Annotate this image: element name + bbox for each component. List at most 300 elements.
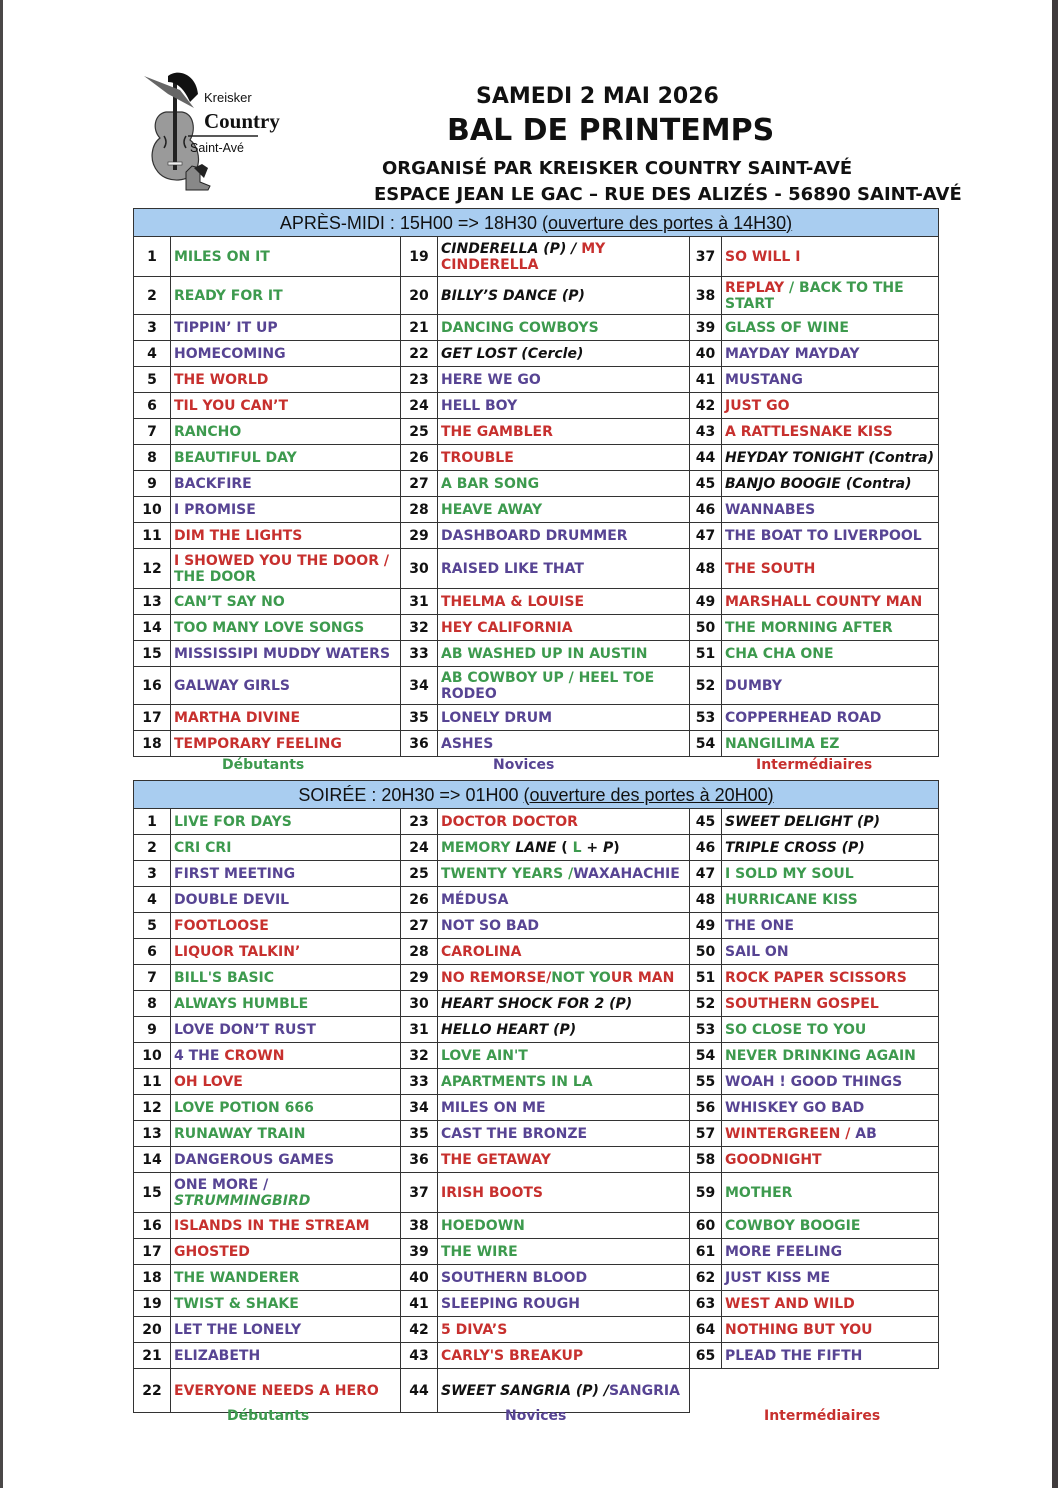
- dance-title: [171, 939, 401, 965]
- dance-title-part: NOT YO: [551, 969, 611, 986]
- dance-title-part: THE BOAT TO LIVERPOOL: [725, 527, 922, 544]
- dance-title: [722, 1095, 939, 1121]
- table-row: [134, 1343, 939, 1369]
- dance-title-part: NOT SO BAD: [441, 917, 540, 934]
- dance-number: 39: [401, 1239, 438, 1265]
- dance-title: [438, 445, 690, 471]
- dance-title: [438, 367, 690, 393]
- dance-title: [722, 1017, 939, 1043]
- dance-number: 34: [401, 667, 438, 705]
- dance-title-part: READY FOR IT: [174, 287, 283, 304]
- dance-title: [438, 913, 690, 939]
- dance-number: 54: [690, 731, 722, 757]
- dance-number: 19: [401, 237, 438, 277]
- dance-title-part: I PROMISE: [174, 501, 256, 518]
- dance-number: 42: [690, 393, 722, 419]
- dance-number: 51: [690, 641, 722, 667]
- dance-number: 5: [134, 913, 171, 939]
- dance-number: 32: [401, 1043, 438, 1069]
- dance-number: 34: [401, 1095, 438, 1121]
- dance-number: 28: [401, 497, 438, 523]
- dance-number: 55: [690, 1069, 722, 1095]
- dance-title-part: MARSHALL COUNTY MAN: [725, 593, 923, 610]
- dance-title-part: SO WILL I: [725, 248, 801, 265]
- table-row: [134, 315, 939, 341]
- svg-text:Saint-Avé: Saint-Avé: [190, 141, 244, 155]
- dance-number: 50: [690, 615, 722, 641]
- dance-number: 13: [134, 1121, 171, 1147]
- event-address: ESPACE JEAN LE GAC – RUE DES ALIZÉS - 56890 SAINT-AVÉ: [374, 184, 962, 205]
- table-row: [134, 445, 939, 471]
- dance-title: [722, 835, 939, 861]
- dance-title-part: THE DOOR: [174, 568, 256, 585]
- dance-title: [722, 1265, 939, 1291]
- dance-number: 49: [690, 589, 722, 615]
- dance-title-part: TEMPORARY FEELING: [174, 735, 342, 752]
- dance-title-part: NANGILIMA EZ: [725, 735, 840, 752]
- dance-title-part: MEMORY: [441, 839, 516, 856]
- table-row: [134, 1213, 939, 1239]
- table-row: [134, 861, 939, 887]
- dance-title: [438, 589, 690, 615]
- dance-number: 3: [134, 861, 171, 887]
- dance-number: 22: [401, 341, 438, 367]
- dance-title: [171, 367, 401, 393]
- dance-number: 21: [401, 315, 438, 341]
- dance-title-part: ONE MORE /: [174, 1176, 269, 1193]
- dance-title: [722, 705, 939, 731]
- dance-number: 30: [401, 549, 438, 589]
- dance-number: 23: [401, 809, 438, 835]
- dance-number: 9: [134, 471, 171, 497]
- dance-number: 28: [401, 939, 438, 965]
- dance-title: [171, 1317, 401, 1343]
- boots-icon: [186, 164, 210, 190]
- dance-number: 7: [134, 419, 171, 445]
- dance-title: [438, 1213, 690, 1239]
- dance-title-part: SANGRIA: [608, 1382, 680, 1399]
- dance-title: [171, 913, 401, 939]
- dance-title-part: DANGEROUS GAMES: [174, 1151, 335, 1168]
- dance-title-part: AB: [855, 1125, 877, 1142]
- dance-title: [722, 1069, 939, 1095]
- dance-title-part: TROUBLE: [441, 449, 514, 466]
- table-row: [134, 991, 939, 1017]
- dance-title: [722, 1239, 939, 1265]
- dance-title: [722, 471, 939, 497]
- dance-number: 37: [690, 237, 722, 277]
- dance-title: [171, 549, 401, 589]
- dance-title: [171, 315, 401, 341]
- dance-title-part: CINDERELLA (P) /: [441, 240, 582, 257]
- table-row: [134, 393, 939, 419]
- dance-number: 48: [690, 887, 722, 913]
- dance-title: [438, 705, 690, 731]
- evening-program-table: [133, 780, 939, 1413]
- dance-title-part: WHISKEY GO BAD: [725, 1099, 865, 1116]
- dance-title: [722, 965, 939, 991]
- table-row: [134, 731, 939, 757]
- dance-title-part: DANCING COWBOYS: [441, 319, 599, 336]
- dance-title: [171, 965, 401, 991]
- table-row: [134, 965, 939, 991]
- dance-number: 61: [690, 1239, 722, 1265]
- table-row: [134, 1239, 939, 1265]
- dance-number: 42: [401, 1317, 438, 1343]
- dance-title-part: I SHOWED YOU THE DOOR /: [174, 552, 389, 569]
- dance-title-part: UR MAN: [610, 969, 675, 986]
- dance-title-part: GLASS OF WINE: [725, 319, 849, 336]
- dance-title-part: THE WIRE: [441, 1243, 518, 1260]
- session-title: [134, 209, 939, 237]
- dance-number: 19: [134, 1291, 171, 1317]
- dance-title-part: TWENTY YEARS /: [441, 865, 574, 882]
- dance-number: 25: [401, 861, 438, 887]
- dance-title-part: GHOSTED: [174, 1243, 250, 1260]
- dance-number: 11: [134, 523, 171, 549]
- dance-number: 43: [690, 419, 722, 445]
- dance-number: 1: [134, 809, 171, 835]
- dance-title-part: LIQUOR TALKIN’: [174, 943, 301, 960]
- dance-title-part: THE GETAWAY: [441, 1151, 551, 1168]
- dance-number: 13: [134, 589, 171, 615]
- session-header: [134, 781, 939, 809]
- dance-number: 41: [690, 367, 722, 393]
- table-row: [134, 277, 939, 315]
- dance-title-part: NO REMORSE/: [441, 969, 552, 986]
- dance-title: [722, 1173, 939, 1213]
- dance-title-part: BILL'S BASIC: [174, 969, 275, 986]
- dance-title: [722, 277, 939, 315]
- dance-number: 23: [401, 367, 438, 393]
- dance-title-part: APARTMENTS IN LA: [441, 1073, 593, 1090]
- dance-title-part: LONELY DRUM: [441, 709, 553, 726]
- dance-number: 63: [690, 1291, 722, 1317]
- dance-number: 7: [134, 965, 171, 991]
- dance-title: [438, 523, 690, 549]
- dance-title: [171, 277, 401, 315]
- dance-number: 56: [690, 1095, 722, 1121]
- dance-number: 11: [134, 1069, 171, 1095]
- dance-title-part: ELIZABETH: [174, 1347, 261, 1364]
- dance-title-part: THE SOUTH: [725, 560, 816, 577]
- dance-title: [438, 1239, 690, 1265]
- dance-number: 31: [401, 589, 438, 615]
- afternoon-program-table: [133, 208, 939, 757]
- dance-number: 44: [401, 1369, 438, 1413]
- dance-title-part: SOUTHERN BLOOD: [441, 1269, 588, 1286]
- dance-number: 4: [134, 341, 171, 367]
- event-organizer: ORGANISÉ PAR KREISKER COUNTRY SAINT-AVÉ: [382, 158, 853, 179]
- dance-number: 27: [401, 471, 438, 497]
- dance-title: [171, 1095, 401, 1121]
- dance-title-part: COWBOY BOOGIE: [725, 1217, 861, 1234]
- dance-title: [171, 1043, 401, 1069]
- dance-title-part: WOAH ! GOOD THINGS: [725, 1073, 903, 1090]
- dance-number: 24: [401, 393, 438, 419]
- table-row: [134, 913, 939, 939]
- dance-number: 25: [401, 419, 438, 445]
- dance-title-part: CAN’T SAY NO: [174, 593, 285, 610]
- dance-number: 18: [134, 731, 171, 757]
- dance-title-part: SWEET DELIGHT (P): [725, 813, 881, 830]
- dance-number: 27: [401, 913, 438, 939]
- dance-number: 47: [690, 861, 722, 887]
- dance-title: [722, 1317, 939, 1343]
- dance-title: [722, 1147, 939, 1173]
- dance-title-part: SO CLOSE TO YOU: [725, 1021, 867, 1038]
- dance-title-part: THE ONE: [725, 917, 794, 934]
- legend-debutants: Débutants: [222, 757, 305, 773]
- dance-title: [171, 1343, 401, 1369]
- dance-number: 43: [401, 1343, 438, 1369]
- dance-number: 12: [134, 1095, 171, 1121]
- dance-title-part: ISLANDS IN THE STREAM: [174, 1217, 370, 1234]
- dance-number: 57: [690, 1121, 722, 1147]
- dance-title: [722, 939, 939, 965]
- svg-text:Kreisker: Kreisker: [204, 90, 252, 105]
- dance-number: 50: [690, 939, 722, 965]
- table-row: [134, 237, 939, 277]
- dance-title: [438, 809, 690, 835]
- dance-number: 40: [401, 1265, 438, 1291]
- dance-number: 36: [401, 731, 438, 757]
- table-row: [134, 471, 939, 497]
- dance-title-part: HEYDAY TONIGHT (Contra): [725, 449, 934, 466]
- dance-title-part: EVERYONE NEEDS A HERO: [174, 1382, 379, 1399]
- dance-number: 45: [690, 809, 722, 835]
- dance-title-part: TRIPLE CROSS (P): [725, 839, 865, 856]
- table-row: [134, 1017, 939, 1043]
- dance-title-part: LIVE FOR DAYS: [174, 813, 292, 830]
- dance-number: 45: [690, 471, 722, 497]
- dance-title-part: THE WORLD: [174, 371, 269, 388]
- dance-title-part: JUST KISS ME: [725, 1269, 831, 1286]
- dance-title: [438, 1173, 690, 1213]
- table-row: [134, 1095, 939, 1121]
- dance-number: 38: [401, 1213, 438, 1239]
- dance-title: [722, 523, 939, 549]
- dance-title-part: LOVE AIN'T: [441, 1047, 528, 1064]
- table-row: [134, 523, 939, 549]
- dance-title: [438, 497, 690, 523]
- dance-number: 33: [401, 641, 438, 667]
- dance-number: 35: [401, 705, 438, 731]
- session-time: SOIRÉE : 20H30 => 01H00: [298, 784, 524, 805]
- dance-title-part: +: [581, 839, 603, 856]
- table-row: [134, 1043, 939, 1069]
- dance-title: [438, 1291, 690, 1317]
- dance-title-part: REPLAY: [725, 279, 790, 296]
- dance-title: [438, 277, 690, 315]
- doors-open-note: (ouverture des portes à 14H30): [541, 212, 793, 233]
- dance-title-part: THE WANDERER: [174, 1269, 300, 1286]
- dance-title: [171, 1265, 401, 1291]
- dance-title: [438, 615, 690, 641]
- dance-number: 41: [401, 1291, 438, 1317]
- dance-title-part: TWIST & SHAKE: [174, 1295, 299, 1312]
- dance-number: 47: [690, 523, 722, 549]
- dance-title-part: AB COWBOY UP / HEEL TOE: [441, 669, 655, 686]
- dance-title: [171, 641, 401, 667]
- dance-title-part: RODEO: [441, 685, 497, 702]
- dance-number: 1: [134, 237, 171, 277]
- dance-title-part: LOVE POTION 666: [174, 1099, 314, 1116]
- dance-title: [722, 237, 939, 277]
- dance-title: [722, 1121, 939, 1147]
- dance-title: [438, 419, 690, 445]
- dance-title: [171, 237, 401, 277]
- dance-title-part: HEY CALIFORNIA: [441, 619, 573, 636]
- dance-title-part: MAYDAY MAYDAY: [725, 345, 860, 362]
- dance-number: 16: [134, 667, 171, 705]
- dance-title-part: TIPPIN’ IT UP: [174, 319, 278, 336]
- dance-title-part: TIL YOU CAN’T: [174, 397, 289, 414]
- dance-title: [171, 1173, 401, 1213]
- dance-title-part: CAROLINA: [441, 943, 522, 960]
- dance-title: [722, 419, 939, 445]
- table-row: [134, 367, 939, 393]
- dance-title-part: SWEET SANGRIA (P) /: [441, 1382, 609, 1399]
- dance-number: 15: [134, 1173, 171, 1213]
- dance-title-part: DOCTOR DOCTOR: [441, 813, 578, 830]
- dance-title: [438, 1069, 690, 1095]
- dance-title-part: MÉDUSA: [441, 891, 509, 908]
- dance-title-part: RANCHO: [174, 423, 242, 440]
- table-row: [134, 835, 939, 861]
- dance-title-part: CROWN: [224, 1047, 285, 1064]
- dance-title: [722, 549, 939, 589]
- dance-number: 26: [401, 887, 438, 913]
- dance-title-part: L: [572, 839, 582, 856]
- dance-number: 52: [690, 991, 722, 1017]
- table-row: [134, 1121, 939, 1147]
- dance-title-part: STRUMMINGBIRD: [174, 1192, 311, 1209]
- dance-title: [722, 615, 939, 641]
- dance-title: [438, 1017, 690, 1043]
- dance-number: 40: [690, 341, 722, 367]
- dance-number: 20: [134, 1317, 171, 1343]
- dance-title: [438, 471, 690, 497]
- table-row: [134, 939, 939, 965]
- dance-title-part: MUSTANG: [725, 371, 803, 388]
- dance-title: [438, 237, 690, 277]
- dance-title: [722, 367, 939, 393]
- dance-number: 36: [401, 1147, 438, 1173]
- dance-title: [722, 341, 939, 367]
- dance-title-part: DIM THE LIGHTS: [174, 527, 303, 544]
- dance-number: 33: [401, 1069, 438, 1095]
- dance-title: [171, 1291, 401, 1317]
- table-row: [134, 589, 939, 615]
- table-row: [134, 887, 939, 913]
- dance-number: 29: [401, 965, 438, 991]
- dance-title-part: / BACK TO THE START: [725, 279, 904, 312]
- dance-number: 16: [134, 1213, 171, 1239]
- dance-title: [722, 809, 939, 835]
- dance-title-part: OH LOVE: [174, 1073, 243, 1090]
- dance-title: [438, 1369, 690, 1413]
- dance-title-part: MORE FEELING: [725, 1243, 843, 1260]
- dance-number: 8: [134, 445, 171, 471]
- dance-number: 17: [134, 705, 171, 731]
- dance-title-part: SAIL ON: [725, 943, 789, 960]
- dance-number: 51: [690, 965, 722, 991]
- dance-title: [438, 341, 690, 367]
- dance-title-part: GET LOST (Cercle): [441, 345, 584, 362]
- dance-title: [438, 887, 690, 913]
- dance-title-part: HURRICANE KISS: [725, 891, 858, 908]
- table-row: [134, 1147, 939, 1173]
- dance-title-part: A RATTLESNAKE KISS: [725, 423, 893, 440]
- dance-title: [438, 991, 690, 1017]
- dance-title: [438, 1343, 690, 1369]
- table-row: [134, 809, 939, 835]
- dance-title: [171, 1121, 401, 1147]
- dance-title-part: SLEEPING ROUGH: [441, 1295, 580, 1312]
- dance-title-part: TOO MANY LOVE SONGS: [174, 619, 365, 636]
- table-row: [134, 1317, 939, 1343]
- dance-title-part: BACKFIRE: [174, 475, 252, 492]
- dance-number: 31: [401, 1017, 438, 1043]
- dance-number: 32: [401, 615, 438, 641]
- dance-title-part: I SOLD MY SOUL: [725, 865, 854, 882]
- dance-title-part: NEVER DRINKING AGAIN: [725, 1047, 916, 1064]
- dance-number: 5: [134, 367, 171, 393]
- dance-title-part: LOVE DON’T RUST: [174, 1021, 316, 1038]
- legend-novices: Novices: [493, 757, 555, 773]
- dance-title-part: WANNABES: [725, 501, 816, 518]
- kreisker-country-logo: [138, 68, 280, 198]
- dance-title: [722, 589, 939, 615]
- dance-title: [722, 1291, 939, 1317]
- doors-open-note: (ouverture des portes à 20H00): [523, 784, 774, 805]
- legend-debutants: Débutants: [227, 1408, 310, 1424]
- dance-title-part: 4 THE: [174, 1047, 225, 1064]
- dance-title-part: MILES ON IT: [174, 248, 270, 265]
- dance-title-part: BANJO BOOGIE (Contra): [725, 475, 912, 492]
- dance-number: 2: [134, 835, 171, 861]
- dance-title-part: HEART SHOCK FOR 2 (P): [441, 995, 633, 1012]
- dance-number: 60: [690, 1213, 722, 1239]
- dance-number: 2: [134, 277, 171, 315]
- dance-title-part: HEAVE AWAY: [441, 501, 543, 518]
- dance-number: 9: [134, 1017, 171, 1043]
- dance-number: 53: [690, 1017, 722, 1043]
- dance-title: [722, 393, 939, 419]
- dance-title: [722, 445, 939, 471]
- dance-title: [438, 1121, 690, 1147]
- dance-number: 44: [690, 445, 722, 471]
- dance-title: [438, 1043, 690, 1069]
- table-row: [134, 615, 939, 641]
- dance-title: [438, 835, 690, 861]
- dance-number: 14: [134, 1147, 171, 1173]
- dance-number: 53: [690, 705, 722, 731]
- dance-title: [438, 1265, 690, 1291]
- cowboy-hat-icon: [144, 73, 198, 108]
- dance-title: [171, 705, 401, 731]
- dance-title: [171, 809, 401, 835]
- dance-title: [171, 1069, 401, 1095]
- dance-number: 12: [134, 549, 171, 589]
- dance-title-part: CRI CRI: [174, 839, 232, 856]
- dance-title-part: A BAR SONG: [441, 475, 540, 492]
- dance-number: 46: [690, 497, 722, 523]
- dance-title-part: HOMECOMING: [174, 345, 286, 362]
- dance-title-part: HERE WE GO: [441, 371, 541, 388]
- dance-title: [722, 913, 939, 939]
